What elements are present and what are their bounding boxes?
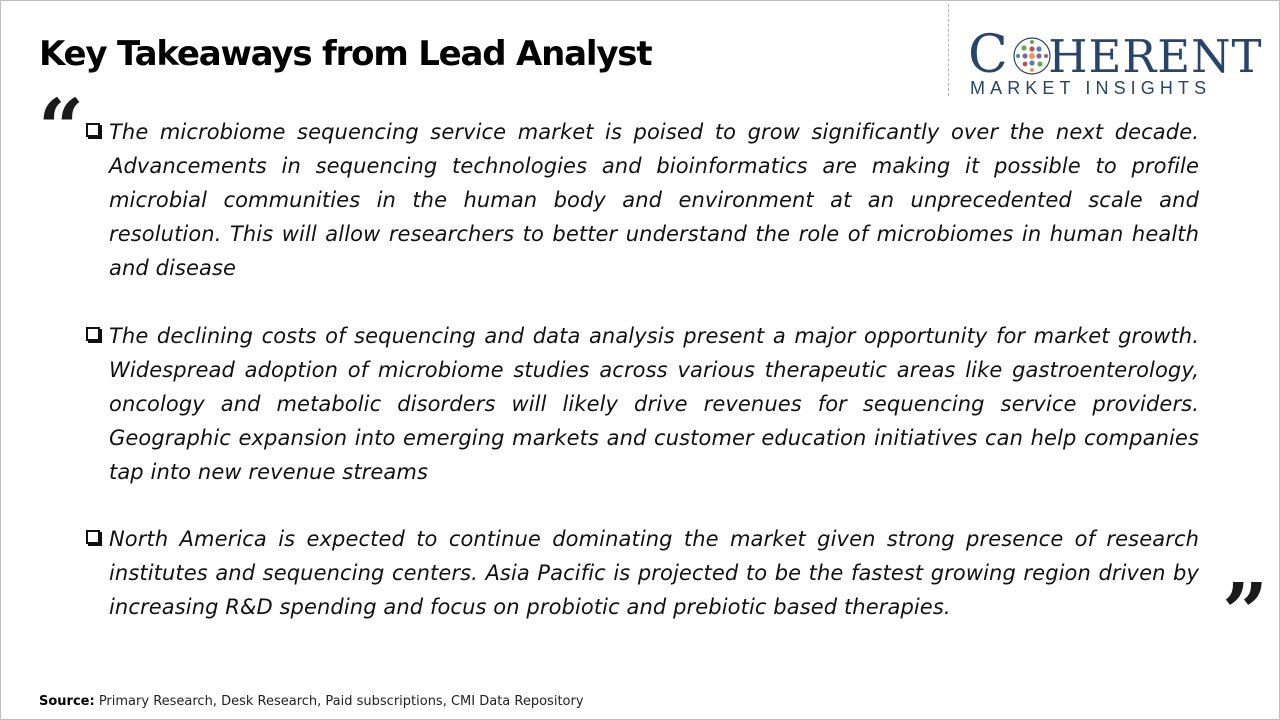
header-divider [948, 4, 949, 96]
source-footnote [39, 694, 584, 709]
page-title: Key Takeaways from Lead Analyst [39, 34, 652, 74]
takeaway-item [109, 522, 1199, 624]
takeaway-item [109, 115, 1199, 285]
checkbox-bullet-icon [86, 327, 100, 341]
source-text: Primary Research, Desk Research, Paid subscriptions, CMI Data Repository [94, 694, 584, 709]
checkbox-bullet-icon [86, 123, 100, 137]
takeaway-text: North America is expected to continue dominating the market given strong presence of research institutes and sequencing centers. Asia Pacific is projected to be the fastest growing region driven by increasing R&D spending and focus on probiotic and prebiotic based therapies. [109, 527, 1199, 619]
logo-letter-c: C [968, 25, 1009, 85]
checkbox-bullet-icon [86, 530, 100, 544]
source-label: Source: [39, 694, 95, 709]
logo-subtitle: MARKET INSIGHTS [970, 78, 1212, 98]
logo-letters-rest: HERENT [1048, 30, 1263, 83]
takeaway-item [109, 319, 1199, 489]
close-quote-icon: ” [1222, 565, 1269, 659]
open-quote-icon: “ [38, 81, 85, 175]
takeaway-text: The declining costs of sequencing and data analysis present a major opportunity for market growth. Widespread adoption of microbiome studies across various therapeutic areas like gastroenterology, oncology and metabolic disorders will likely drive revenues for sequencing service providers. Geographic expansion into emerging markets and customer education initiatives can help companies tap into new revenue streams [109, 324, 1199, 484]
logo-dot-globe-icon [1012, 36, 1052, 76]
company-logo [968, 25, 1264, 100]
takeaway-text: The microbiome sequencing service market is poised to grow significantly over the next decade. Advancements in sequencing technologies and bioinformatics are making it possible to profile microbial communities in the human body and environment at an unprecedented scale and resolution. This will allow researchers to better understand the role of microbiomes in human health and disease [109, 120, 1199, 280]
